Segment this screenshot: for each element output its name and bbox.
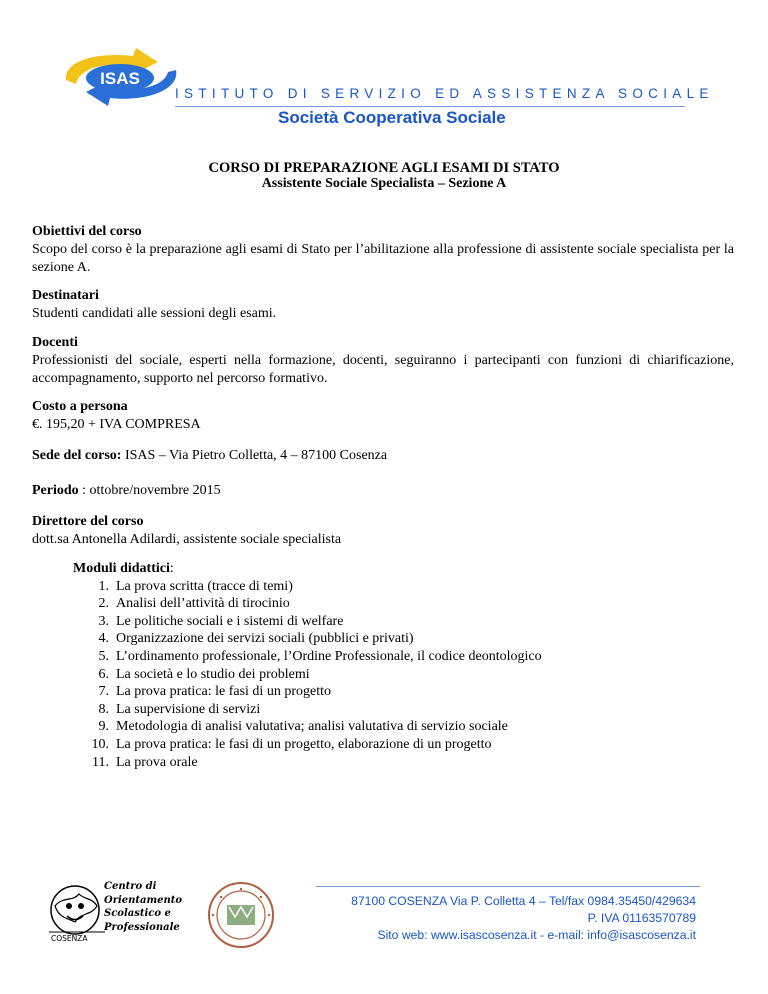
moduli-heading: Moduli didattici [73,561,170,576]
orientamento-text: Centro di Orientamento Scolastico e Professionale [104,881,183,933]
footer-divider [316,886,700,887]
list-item: 10. La prova pratica: le fasi di un progetto, elaborazione di un progetto [91,736,492,752]
section-costo [32,398,734,434]
header-divider [175,106,685,107]
section-heading: Obiettivi del corso [32,224,142,239]
section-moduli: Moduli didattici: 1. La prova scritta (tracce di temi) 2. Analisi dell’attività di tirocinio 3. Le politiche sociali e i sistemi di welfare 4. Organizzazione dei servizi sociali (pubblici e privati) 5. L’ordinamento professionale, l’Ordine Professionale, il codice deontologico 6. La società e lo studio dei problemi 7. La prova pratica: le fasi di un progetto 8. La supervisione di servizi 9. Metodologia di analisi valutativa; analisi valutativa di servizio sociale 10. La prova pratica: le fasi di un progetto, elaborazione di un progetto 11. La prova orale [73,560,693,771]
course-title: CORSO DI PREPARAZIONE AGLI ESAMI DI STATO [208,160,560,176]
section-heading: Sede del corso: [32,448,122,463]
section-heading: Periodo [32,483,79,498]
globe-text: COSENZA [51,934,88,943]
section-heading: Costo a persona [32,399,128,414]
list-item: 6. La società e lo studio dei problemi [98,666,310,682]
list-item: 8. La supervisione di servizi [98,701,261,717]
list-item: 3. Le politiche sociali e i sistemi di welfare [98,613,344,629]
footer-piva: P. IVA 01163570789 [587,911,696,925]
section-heading: Direttore del corso [32,514,144,529]
section-text: Scopo del corso è la preparazione agli esami di Stato per l’abilitazione alla professione di assistente sociale specialista per la sezione A. [32,242,734,275]
section-destinatari [32,287,734,323]
section-periodo [32,482,734,500]
section-text: Professionisti del sociale, esperti nella formazione, docenti, seguiranno i partecipanti con funzioni di chiarificazione, accompagnamento, supporto nel percorso formativo. [32,353,734,386]
footer-address: 87100 COSENZA Via P. Colletta 4 – Tel/fax 0984.35450/429634 [351,894,696,908]
institute-name: ISTITUTO DI SERVIZIO ED ASSISTENZA SOCIALE [175,86,714,101]
list-item: 5. L’ordinamento professionale, l’Ordine Professionale, il codice deontologico [98,648,542,664]
section-text: Studenti candidati alle sessioni degli esami. [32,306,277,321]
section-text: ISAS – Via Pietro Colletta, 4 – 87100 Cosenza [121,448,388,463]
logo-text: ISAS [100,69,140,88]
course-subtitle: Assistente Sociale Specialista – Sezione A [261,176,507,191]
section-heading: Destinatari [32,288,99,303]
section-direttore [32,513,734,549]
list-item: 11. La prova orale [92,754,198,770]
section-text: : ottobre/novembre 2015 [78,483,221,498]
section-text: €. 195,20 + IVA COMPRESA [32,417,201,432]
list-item: 9. Metodologia di analisi valutativa; analisi valutativa di servizio sociale [98,719,508,735]
list-item: 2. Analisi dell’attività di tirocinio [98,596,290,612]
section-text: dott.sa Antonella Adilardi, assistente sociale specialista [32,532,342,547]
section-sede [32,447,734,465]
list-item: 1. La prova scritta (tracce di temi) [98,578,293,594]
section-obiettivi [32,223,734,277]
institute-subtitle: Società Cooperativa Sociale [278,108,506,127]
university-seal-icon [205,881,277,949]
list-item: 7. La prova pratica: le fasi di un progetto [98,684,331,700]
footer-web: Sito web: www.isascosenza.it - e-mail: info@isascosenza.it [377,928,696,942]
list-item: 4. Organizzazione dei servizi sociali (pubblici e privati) [98,631,414,647]
moduli-list [73,578,693,772]
section-docenti [32,334,734,388]
section-heading: Docenti [32,335,78,350]
isas-logo [58,40,188,110]
